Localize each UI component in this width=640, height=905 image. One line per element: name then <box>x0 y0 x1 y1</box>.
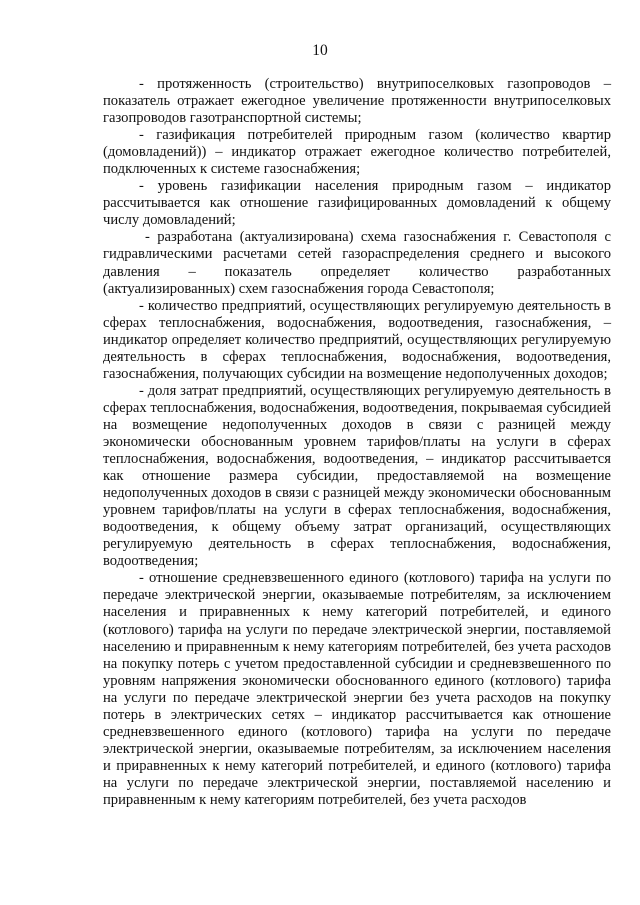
body-text <box>103 76 611 809</box>
paragraph-gasification-consumers: - газификация потребителей природным газом (количество квартир (домовладений)) – индикатор отражает ежегодное количество потребителей, подключенных к системе газоснабжения; <box>103 127 611 178</box>
page-number: 10 <box>312 42 328 59</box>
paragraph-gas-supply-scheme: - разработана (актуализирована) схема газоснабжения г. Севастополя с гидравлическими расчетами сетей газораспределения среднего и высокого давления – показатель определяет количество разработанных (актуализированных) схем газоснабжения города Севастополя; <box>103 229 611 297</box>
paragraph-tariff-ratio: - отношение средневзвешенного единого (котлового) тарифа на услуги по передаче электрической энергии, оказываемые потребителям, за исключением населения и приравненных к нему категорий потребителей, и единого (котлового) тарифа на услуги по передаче электрической энергии, поставляемой населению и приравненным к нему категориям потребителей, без учета расходов на покупку потерь с учетом предоставленной субсидии и средневзвешенного по уровням напряжения экономически обоснованного единого (котлового) тарифа на услуги по передаче электрической энергии без учета расходов на покупку потерь в электрических сетях – индикатор рассчитывается как отношение средневзвешенного единого (котлового) тарифа на услуги по передаче электрической энергии, оказываемые потребителям, за исключением населения и приравненных к нему категорий потребителей, и единого (котлового) тарифа на услуги по передаче электрической энергии, поставляемой населению и приравненным к нему категориям потребителей, без учета расходов <box>103 570 611 808</box>
paragraph-enterprises-count: - количество предприятий, осуществляющих регулируемую деятельность в сферах теплоснабжения, водоснабжения, водоотведения, газоснабжения, – индикатор определяет количество предприятий, осуществляющих регулируемую деятельность в сферах теплоснабжения, водоснабжения, водоотведения, газоснабжения, получающих субсидии на возмещение недополученных доходов; <box>103 297 611 382</box>
paragraph-cost-share: - доля затрат предприятий, осуществляющих регулируемую деятельность в сферах теплоснабжения, водоснабжения, водоотведения, покрываемая субсидией на возмещение недополученных доходов в связи с разницей между экономически обоснованным уровнем тарифов/платы на услуги в сферах теплоснабжения, водоснабжения, водоотведения, – индикатор рассчитывается как отношение размера субсидии, предоставляемой на возмещение недополученных доходов в связи с разницей между экономически обоснованным уровнем тарифов/платы на услуги в сферах теплоснабжения, водоснабжения, водоотведения, к общему объему затрат организаций, осуществляющих регулируемую деятельность в сферах теплоснабжения, водоснабжения, водоотведения; <box>103 382 611 570</box>
paragraph-gasification-level: - уровень газификации населения природным газом – индикатор рассчитывается как отношение газифицированных домовладений к общему числу домовладений; <box>103 178 611 229</box>
paragraph-pipeline-length: - протяженность (строительство) внутрипоселковых газопроводов – показатель отражает ежегодное увеличение протяженности внутрипоселковых газопроводов газотранспортной системы; <box>103 76 611 127</box>
